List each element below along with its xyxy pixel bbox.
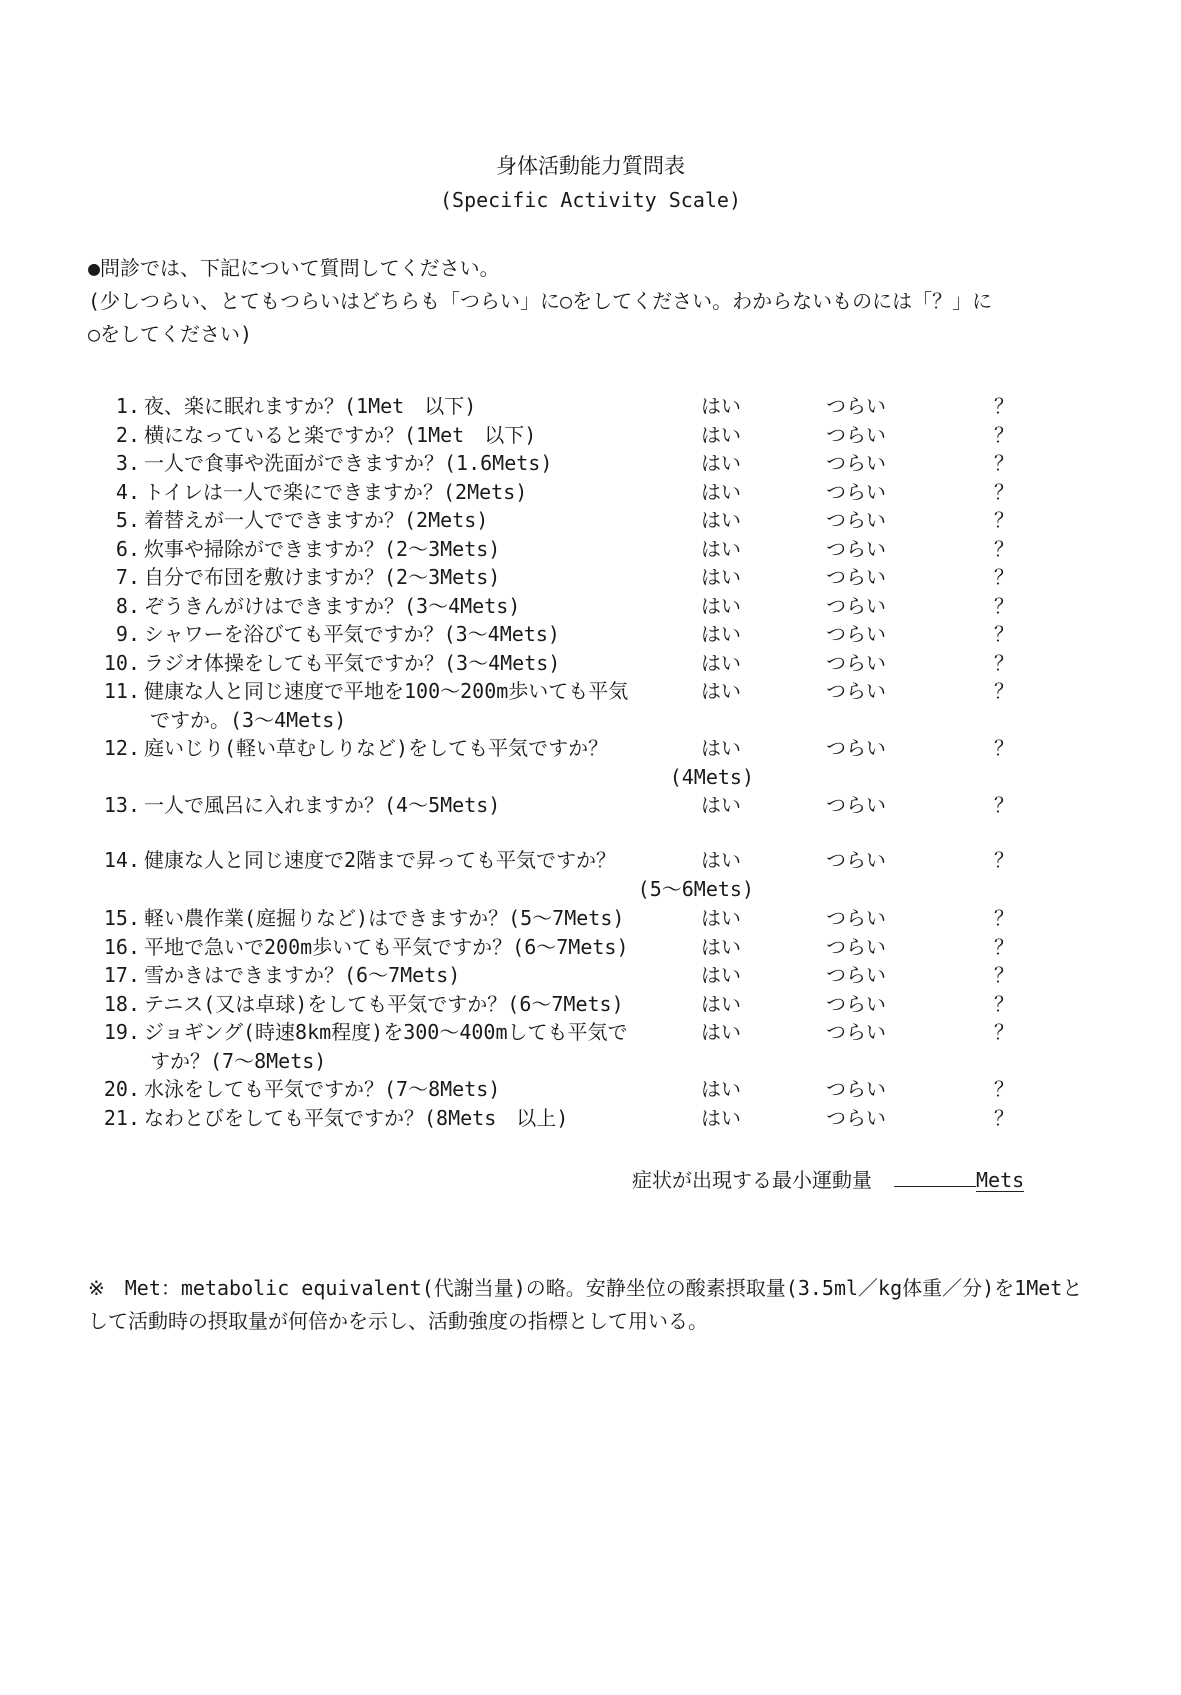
- footnote-line: して活動時の摂取量が何倍かを示し、活動強度の指標として用いる。: [88, 1309, 708, 1333]
- answer-yes-option[interactable]: はい: [701, 622, 741, 646]
- question-text-line: 軽い農作業(庭掘りなど)はできますか？(5～7Mets): [144, 906, 625, 930]
- answer-unknown-option[interactable]: ？: [994, 963, 1014, 987]
- question-number: 3.: [115, 451, 140, 475]
- question-text-line: (5～6Mets): [637, 876, 754, 901]
- question-text: [144, 649, 754, 678]
- answer-hard-option[interactable]: つらい: [826, 622, 886, 646]
- question-number: 1.: [115, 394, 140, 418]
- question-text-line: 水泳をしても平気ですか？(7～8Mets): [144, 1077, 501, 1101]
- instruction-line: (少しつらい、とてもつらいはどちらも「つらい」に○をしてください。わからないものには「？」に: [88, 289, 993, 313]
- answer-yes-option[interactable]: はい: [701, 679, 741, 703]
- question-text-line: (4Mets): [669, 764, 754, 789]
- question-text: [144, 620, 754, 649]
- answer-yes-option[interactable]: はい: [701, 1020, 741, 1044]
- question-number: 4.: [115, 479, 140, 504]
- answer-yes-option[interactable]: はい: [701, 394, 741, 418]
- question-text: [144, 1104, 754, 1133]
- question-text: [144, 846, 754, 903]
- answer-unknown-option[interactable]: ？: [994, 934, 1014, 959]
- answer-hard-option[interactable]: つらい: [826, 593, 886, 618]
- footnote-line: ※ Met：metabolic equivalent(代謝当量)の略。安静坐位の酸素摂取量(3.5ml／kg体重／分)を1Metと: [88, 1276, 1083, 1300]
- answer-unknown-option[interactable]: ？: [994, 593, 1014, 618]
- answer-hard-option[interactable]: つらい: [826, 536, 886, 561]
- answer-unknown-option[interactable]: ？: [994, 622, 1014, 646]
- answer-hard-option[interactable]: つらい: [826, 451, 886, 475]
- question-text: [144, 478, 754, 507]
- answer-hard-option[interactable]: つらい: [826, 422, 886, 447]
- question-text-line: すか？(7～8Mets): [150, 1048, 327, 1073]
- question-text: [144, 904, 754, 933]
- answer-unknown-option[interactable]: ？: [994, 1020, 1014, 1044]
- answer-yes-option[interactable]: はい: [701, 934, 741, 959]
- question-text-line: 平地で急いで200m歩いても平気ですか？(6～7Mets): [144, 934, 629, 959]
- answer-unknown-option[interactable]: ？: [994, 650, 1014, 675]
- question-text-line: テニス(又は卓球)をしても平気ですか？(6～7Mets): [144, 991, 624, 1016]
- question-text: [144, 421, 754, 450]
- question-text-line: 一人で食事や洗面ができますか？(1.6Mets): [144, 451, 553, 475]
- answer-hard-option[interactable]: つらい: [826, 934, 886, 959]
- answer-unknown-option[interactable]: ？: [994, 906, 1014, 930]
- answer-unknown-option[interactable]: ？: [994, 479, 1014, 504]
- answer-yes-option[interactable]: はい: [701, 1077, 741, 1101]
- answer-hard-option[interactable]: つらい: [826, 394, 886, 418]
- answer-hard-option[interactable]: つらい: [826, 1020, 886, 1044]
- answer-yes-option[interactable]: はい: [701, 991, 741, 1016]
- answer-yes-option[interactable]: はい: [701, 422, 741, 447]
- question-text: [144, 677, 754, 734]
- answer-yes-option[interactable]: はい: [701, 565, 741, 589]
- question-text-line: 健康な人と同じ速度で平地を100～200m歩いても平気: [144, 679, 629, 703]
- answer-unknown-option[interactable]: ？: [994, 536, 1014, 561]
- answer-unknown-option[interactable]: ？: [994, 422, 1014, 447]
- question-number: 2.: [115, 422, 140, 447]
- question-text-line: 夜、楽に眠れますか？(1Met 以下): [144, 394, 477, 418]
- answer-yes-option[interactable]: はい: [701, 906, 741, 930]
- answer-hard-option[interactable]: つらい: [826, 793, 886, 817]
- answer-yes-option[interactable]: はい: [701, 536, 741, 561]
- question-text: [144, 449, 754, 478]
- mets-unit: Mets: [976, 1168, 1025, 1192]
- question-text-line: 庭いじり(軽い草むしりなど)をしても平気ですか？: [144, 736, 609, 760]
- question-number: 6.: [115, 536, 140, 561]
- instructions: [88, 252, 1098, 351]
- answer-hard-option[interactable]: つらい: [826, 679, 886, 703]
- question-text: [144, 563, 754, 592]
- instruction-line: ●問診では、下記について質問してください。: [88, 256, 500, 280]
- mets-blank-field[interactable]: [894, 1168, 976, 1187]
- answer-hard-option[interactable]: つらい: [826, 650, 886, 675]
- question-number: 5.: [115, 508, 140, 532]
- answer-hard-option[interactable]: つらい: [826, 848, 886, 872]
- question-number: 16.: [103, 934, 140, 959]
- question-number: 9.: [115, 622, 140, 646]
- question-text: [144, 791, 754, 820]
- answer-unknown-option[interactable]: ？: [994, 1105, 1014, 1130]
- question-number: 10.: [103, 650, 140, 675]
- question-text: [144, 592, 754, 621]
- answer-yes-option[interactable]: はい: [701, 736, 741, 760]
- answer-yes-option[interactable]: はい: [701, 451, 741, 475]
- answer-unknown-option[interactable]: ？: [994, 679, 1014, 703]
- answer-hard-option[interactable]: つらい: [826, 1105, 886, 1130]
- answer-yes-option[interactable]: はい: [701, 793, 741, 817]
- question-text-line: シャワーを浴びても平気ですか？(3～4Mets): [144, 622, 560, 646]
- answer-unknown-option[interactable]: ？: [994, 394, 1014, 418]
- question-text-line: 自分で布団を敷けますか？(2～3Mets): [144, 565, 501, 589]
- answer-yes-option[interactable]: はい: [701, 508, 741, 532]
- question-number: 8.: [115, 593, 140, 618]
- answer-unknown-option[interactable]: ？: [994, 736, 1014, 760]
- question-number: 21.: [103, 1105, 140, 1130]
- question-text: [144, 933, 754, 962]
- question-text: [144, 506, 754, 535]
- question-number: 20.: [103, 1077, 140, 1101]
- question-text-line: トイレは一人で楽にできますか？(2Mets): [144, 479, 528, 504]
- question-number: 14.: [103, 848, 140, 872]
- question-number: 17.: [103, 963, 140, 987]
- answer-unknown-option[interactable]: ？: [994, 1077, 1014, 1101]
- answer-hard-option[interactable]: つらい: [826, 963, 886, 987]
- answer-yes-option[interactable]: はい: [701, 593, 741, 618]
- answer-yes-option[interactable]: はい: [701, 650, 741, 675]
- answer-hard-option[interactable]: つらい: [826, 565, 886, 589]
- question-number: 13.: [103, 793, 140, 817]
- answer-hard-option[interactable]: つらい: [826, 736, 886, 760]
- question-text-line: ですか。(3～4Mets): [150, 707, 347, 732]
- question-text: [144, 734, 754, 791]
- question-number: 12.: [103, 736, 140, 760]
- question-text: [144, 1075, 754, 1104]
- minimum-exercise-label: 症状が出現する最小運動量: [632, 1168, 872, 1192]
- question-text-line: 健康な人と同じ速度で2階まで昇っても平気ですか？: [144, 848, 617, 872]
- answer-hard-option[interactable]: つらい: [826, 1077, 886, 1101]
- answer-unknown-option[interactable]: ？: [994, 793, 1014, 817]
- question-number: 19.: [103, 1020, 140, 1044]
- question-text-line: ぞうきんがけはできますか？(3～4Mets): [144, 593, 521, 618]
- answer-unknown-option[interactable]: ？: [994, 451, 1014, 475]
- question-number: 18.: [103, 991, 140, 1016]
- question-number: 11.: [103, 679, 140, 703]
- question-text: [144, 990, 754, 1019]
- footnote: [88, 1272, 1098, 1338]
- page-title: 身体活動能力質問表: [496, 154, 685, 178]
- minimum-exercise-line: [632, 1165, 1024, 1195]
- question-text: [144, 1018, 754, 1075]
- answer-hard-option[interactable]: つらい: [826, 479, 886, 504]
- question-text-line: なわとびをしても平気ですか？(8Mets 以上): [144, 1105, 569, 1130]
- page-subtitle: (Specific Activity Scale): [439, 188, 742, 212]
- answer-yes-option[interactable]: はい: [701, 963, 741, 987]
- question-number: 7.: [115, 565, 140, 589]
- question-text-line: ジョギング(時速8km程度)を300～400mしても平気で: [144, 1020, 628, 1044]
- answer-yes-option[interactable]: はい: [701, 1105, 741, 1130]
- question-text-line: 一人で風呂に入れますか？(4～5Mets): [144, 793, 501, 817]
- question-text-line: ラジオ体操をしても平気ですか？(3～4Mets): [144, 650, 561, 675]
- question-text-line: 着替えが一人でできますか？(2Mets): [144, 508, 489, 532]
- instruction-line: ○をしてください): [88, 322, 253, 346]
- question-text: [144, 392, 754, 421]
- answer-yes-option[interactable]: はい: [701, 479, 741, 504]
- answer-hard-option[interactable]: つらい: [826, 906, 886, 930]
- answer-unknown-option[interactable]: ？: [994, 991, 1014, 1016]
- answer-hard-option[interactable]: つらい: [826, 991, 886, 1016]
- question-text: [144, 535, 754, 564]
- answer-unknown-option[interactable]: ？: [994, 508, 1014, 532]
- question-text-line: 横になっていると楽ですか？(1Met 以下): [144, 422, 537, 447]
- question-text: [144, 961, 754, 990]
- answer-unknown-option[interactable]: ？: [994, 565, 1014, 589]
- question-text-line: 炊事や掃除ができますか？(2～3Mets): [144, 536, 501, 561]
- answer-hard-option[interactable]: つらい: [826, 508, 886, 532]
- question-text-line: 雪かきはできますか？(6～7Mets): [144, 963, 461, 987]
- answer-yes-option[interactable]: はい: [701, 848, 741, 872]
- answer-unknown-option[interactable]: ？: [994, 848, 1014, 872]
- question-number: 15.: [103, 906, 140, 930]
